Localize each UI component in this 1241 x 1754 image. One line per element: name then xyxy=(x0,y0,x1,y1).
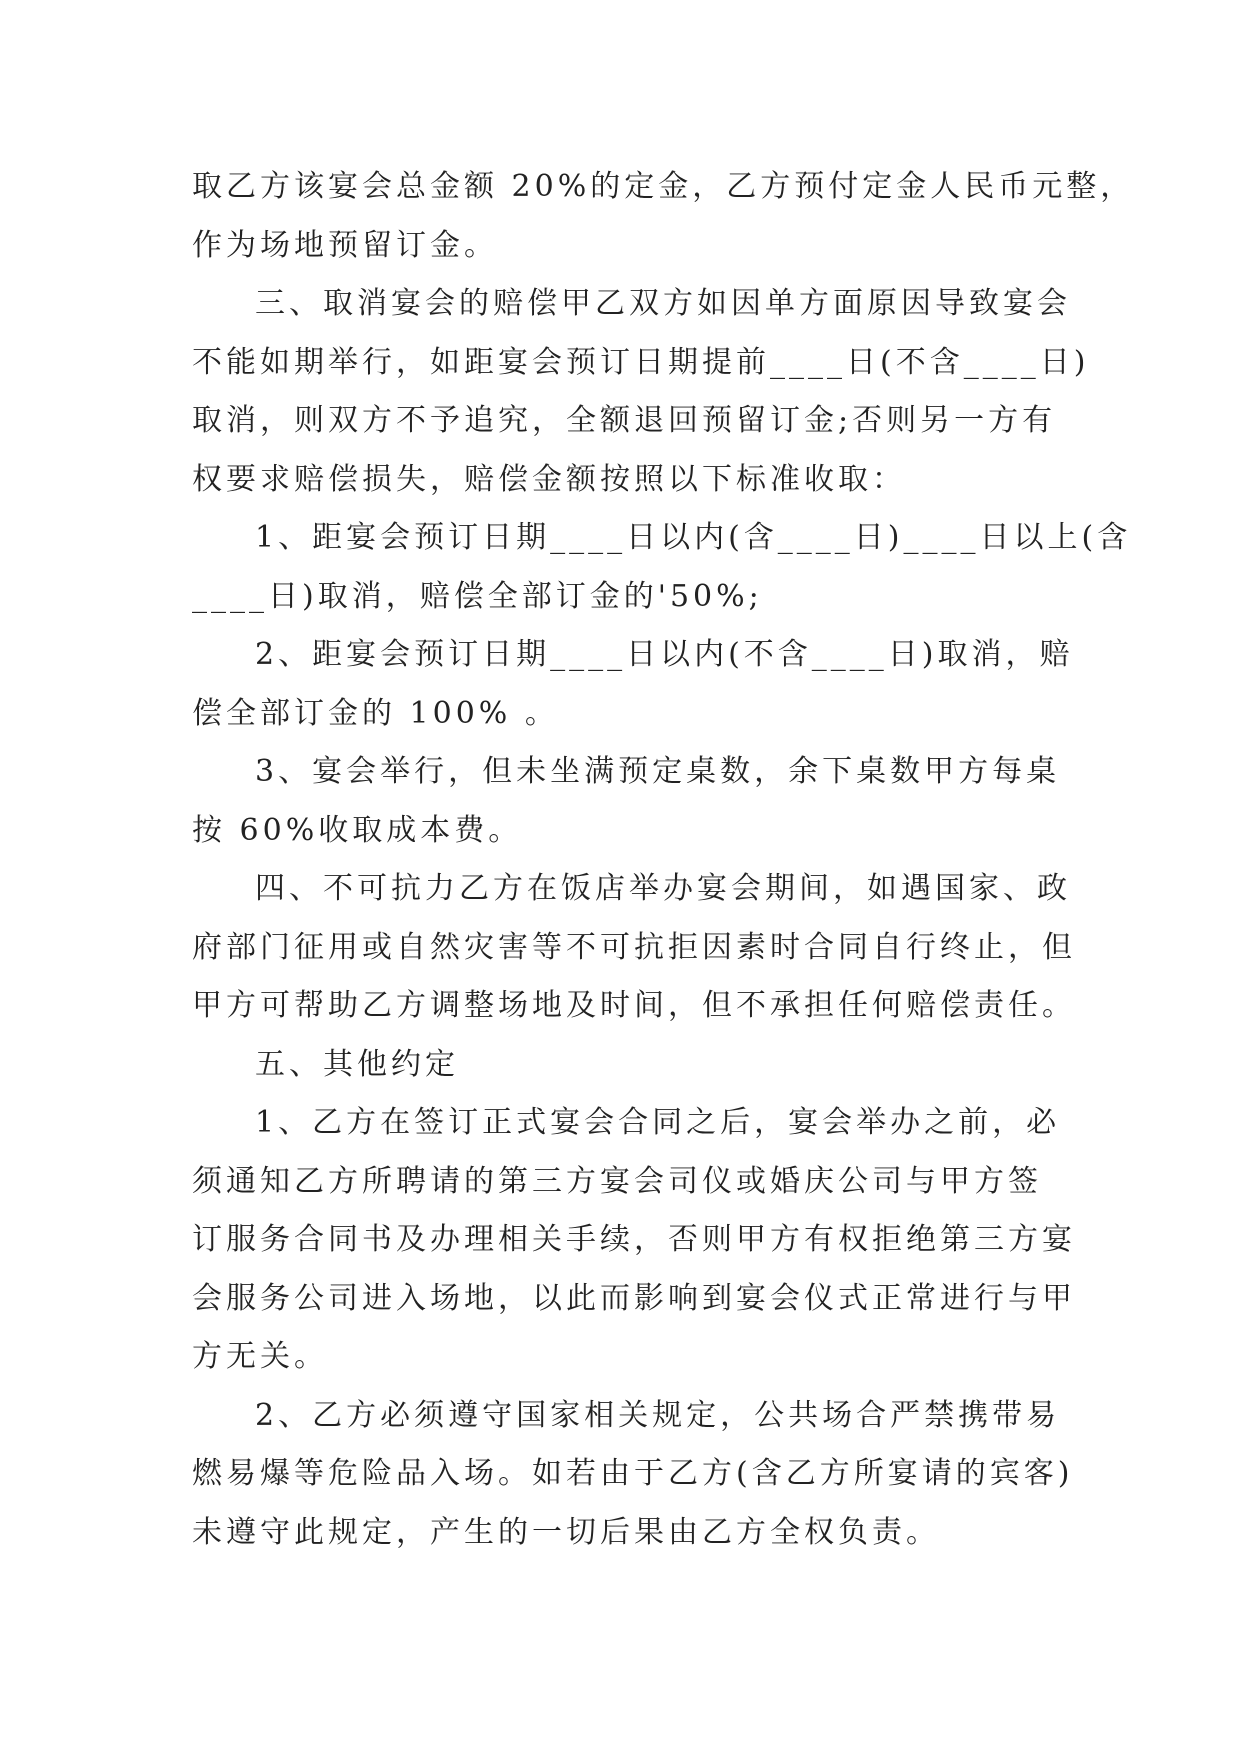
text-line: 须通知乙方所聘请的第三方宴会司仪或婚庆公司与甲方签 xyxy=(192,1163,1042,1199)
text-line: 权要求赔偿损失，赔偿金额按照以下标准收取： xyxy=(192,461,906,497)
text-line: 未遵守此规定，产生的一切后果由乙方全权负责。 xyxy=(192,1514,940,1550)
text-line: 三、取消宴会的赔偿甲乙双方如因单方面原因导致宴会 xyxy=(255,286,1071,321)
text-line: 1、乙方在签订正式宴会合同之后，宴会举办之前，必 xyxy=(255,1105,1061,1140)
text-line: 1、距宴会预订日期____日以内(含____日)____日以上(含 xyxy=(255,520,1132,555)
text-line: 2、乙方必须遵守国家相关规定，公共场合严禁携带易 xyxy=(255,1397,1061,1433)
text-line: 府部门征用或自然灾害等不可抗拒因素时合同自行终止，但 xyxy=(192,929,1076,965)
text-line: 订服务合同书及办理相关手续，否则甲方有权拒绝第三方宴 xyxy=(192,1222,1076,1257)
text-line: 不能如期举行，如距宴会预订日期提前____日(不含____日) xyxy=(192,344,1090,380)
text-line: ____日)取消，赔偿全部订金的'50%; xyxy=(192,578,763,614)
text-line: 四、不可抗力乙方在饭店举办宴会期间，如遇国家、政 xyxy=(255,871,1071,906)
text-line: 取乙方该宴会总金额 20%的定金，乙方预付定金人民币元整， xyxy=(192,169,1135,204)
text-line: 3、宴会举行，但未坐满预定桌数，余下桌数甲方每桌 xyxy=(255,754,1061,789)
text-line: 取消，则双方不予追究，全额退回预留订金;否则另一方有 xyxy=(192,403,1057,438)
text-line: 偿全部订金的 100% 。 xyxy=(192,695,559,731)
text-line: 作为场地预留订金。 xyxy=(192,227,498,263)
text-line: 燃易爆等危险品入场。如若由于乙方(含乙方所宴请的宾客) xyxy=(192,1456,1074,1491)
section-heading: 五、其他约定 xyxy=(255,1046,459,1082)
text-line: 按 60%收取成本费。 xyxy=(192,812,523,848)
text-line: 方无关。 xyxy=(192,1339,328,1374)
text-line: 2、距宴会预订日期____日以内(不含____日)取消，赔 xyxy=(255,637,1074,672)
document-body xyxy=(192,158,1135,1562)
text-line: 甲方可帮助乙方调整场地及时间，但不承担任何赔偿责任。 xyxy=(192,988,1076,1023)
text-line: 会服务公司进入场地，以此而影响到宴会仪式正常进行与甲 xyxy=(192,1280,1076,1316)
